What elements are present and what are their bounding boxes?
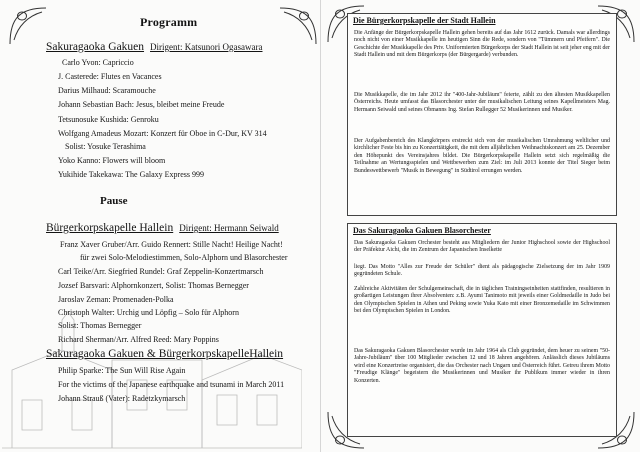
- hallein-info-box: [347, 13, 617, 216]
- program-item: Johann Strauß (Vater): Radetzkymarsch: [58, 394, 186, 403]
- program-item: Solist: Yosuke Terashima: [65, 142, 146, 151]
- conductor-label: Dirigent: Katsunori Ogasawara: [150, 42, 263, 52]
- section-name: Sakuragaoka Gakuen: [46, 41, 145, 53]
- section-header-joint: Sakuragaoka Gakuen & BürgerkorpskapelleHallein: [46, 348, 284, 360]
- conductor-label: Dirigent: Hermann Seiwald: [179, 223, 279, 233]
- program-item: J. Casterede: Flutes en Vacances: [58, 72, 162, 81]
- paragraph: Das Sakuragaoka Gakuen Blasorchester wurde im Jahr 1964 als Club gegründet, dem heuer zu seinem "50-Jahre-Jubiläum" über 100 Mitglieder zwischen 12 und 18 Jahren angehören. Anlässlich dieses Jubiläums wird eine Konzertreise organisiert, die das Orchester nach Ungarn und Österreich führt. Getreu ihrem Motto "Freudige Klänge" begeistern die Musikerinnen und Musiker ihr Publikum immer wieder in ihren Konzerten.: [354, 348, 610, 384]
- paragraph: Das Sakuragaoka Gakuen Orchester besteht aus Mitgliedern der Junior Highschool sowie der Highschool der Präfektur Aichi, die im Zentrum der Japanischen Inselkette: [354, 240, 610, 254]
- sakuragaoka-info-box: [347, 223, 617, 437]
- corner-ornament-icon: [8, 6, 48, 46]
- page-fold-line: [320, 0, 321, 452]
- program-title: Programm: [140, 15, 198, 29]
- program-item: Yoko Kanno: Flowers will bloom: [58, 156, 166, 165]
- paragraph: liegt. Das Motto "Alles zur Freude der Schüler" dient als pädagogische Zielsetzung der im Jahr 1909 gegründeten Schule.: [354, 264, 610, 278]
- pause-heading: Pause: [100, 195, 128, 207]
- box-title: Das Sakuragaoka Gakuen Blasorchester: [353, 226, 491, 235]
- program-item: Yukihide Takekawa: The Galaxy Express 999: [58, 170, 204, 179]
- section-header-hallein: [46, 222, 279, 234]
- program-item: Solist: Thomas Bernegger: [58, 321, 142, 330]
- program-item: Philip Sparke: The Sun Will Rise Again: [58, 366, 186, 375]
- program-item: Jaroslav Zeman: Promenaden-Polka: [58, 295, 174, 304]
- paragraph: Der Aufgabenbereich des Klangkörpers erstreckt sich von der musikalischen Umrahmung weltlicher und kirchlicher Feste bis hin zu Konzerttätigkeit, die mit dem alljährlichen Weihnachtskonzert am 25. Dezember den Höhepunkt des Vereinsjahres bildet. Die Bürgerkorpskapelle Hallein setzt sich regelmäßig die Teilnahme an Wertungsspielen und Wettbewerben zum Ziel: im Juli 2013 konnte der Titel Sieger beim Bundeswettbewerb "Musik in Bewegung" in Südtirol errungen werden.: [354, 138, 610, 174]
- program-item: Carl Teike/Arr. Siegfried Rundel: Graf Zeppelin-Konzertmarsch: [58, 267, 264, 276]
- corner-ornament-icon: [278, 6, 318, 46]
- program-item: Darius Milhaud: Scaramouche: [58, 86, 156, 95]
- section-header-sakuragaoka: [46, 41, 263, 53]
- paragraph: Die Musikkapelle, die im Jahr 2012 ihr "400-Jahr-Jubiläum" feierte, zählt zu den ältesten Musikkapellen Österreichs. Heute umfasst das Blasorchester unter der musikalischen Leitung seines Kapellmeisters Mag. Hermann Seiwald und seines Obmanns Ing. Stefan Rullegger 52 Musikerinnen und Musiker.: [354, 92, 610, 113]
- section-name: Bürgerkorpskapelle Hallein: [46, 222, 174, 234]
- program-item: Wolfgang Amadeus Mozart: Konzert für Oboe in C-Dur, KV 314: [58, 129, 267, 138]
- box-title: Die Bürgerkorpskapelle der Stadt Hallein: [353, 16, 496, 25]
- program-item: Christoph Walter: Urchig und Löpfig – Solo für Alphorn: [58, 308, 239, 317]
- program-item: Richard Sherman/Arr. Alfred Reed: Mary Poppins: [58, 335, 219, 344]
- program-item: For the victims of the Japanese earthquake and tsunami in March 2011: [58, 380, 285, 389]
- program-item: für zwei Solo-Melodiestimmen, Solo-Alphorn und Blasorchester: [80, 253, 288, 262]
- program-item: Tetsunosuke Kushida: Genroku: [58, 115, 159, 124]
- program-item: Franz Xaver Gruber/Arr. Guido Rennert: Stille Nacht! Heilige Nacht!: [60, 240, 283, 249]
- paragraph: Zahlreiche Aktivitäten der Schulgemeinschaft, die in täglichen Trainingseinheiten stattfinden, resultieren in großartigen Leistungen ihrer Absolventen: z.B. Ayumi Tanimoto mit jeweils einer Goldmedaille in Judo bei den Olympischen Spielen in Athen und Peking sowie Yuka Kato mit einer Bronzemedaille im Schwimmen bei den Olympischen Spielen in London.: [354, 286, 610, 315]
- program-item: Jozsef Barsvari: Alphornkonzert, Solist: Thomas Bernegger: [58, 281, 249, 290]
- paragraph: Die Anfänge der Bürgerkorpskapelle Hallein gehen bereits auf das Jahr 1612 zurück. Damals war allerdings noch nicht von einer Musikkapelle im heutigen Sinn die Rede, sondern von "Tümmern und Pfeifern". Die Geschichte der Musikkapelle des Priv. Uniformierten Bürgerkorps der Stadt Hallein ist seit jeher eng mit der Stadt Hallein und mit dem Bürgerkorps (der Bürgergarde) verbunden.: [354, 30, 611, 59]
- program-item: Johann Sebastian Bach: Jesus, bleibet meine Freude: [58, 100, 225, 109]
- program-item: Carlo Yvon: Capriccio: [62, 58, 134, 67]
